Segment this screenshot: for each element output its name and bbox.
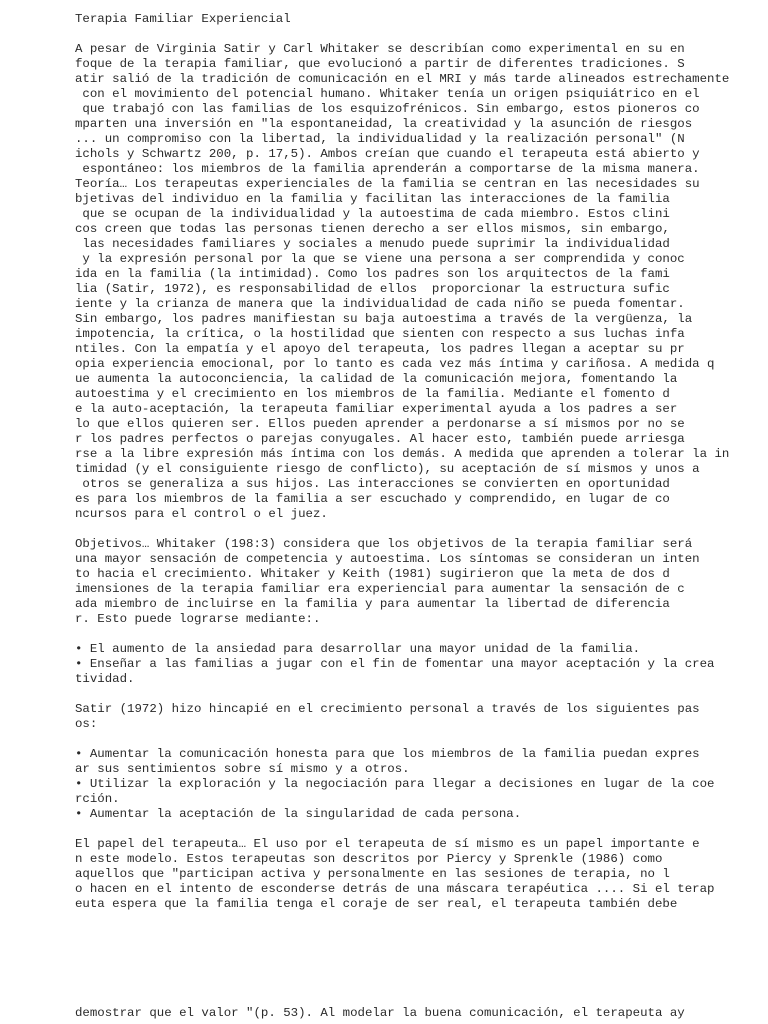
text-line: os:	[75, 717, 98, 731]
text-line: ichols y Schwartz 200, p. 17,5). Ambos creían que cuando el terapeuta está abierto y	[75, 147, 700, 161]
blank-line	[75, 687, 765, 702]
text-line: y la expresión personal por la que se viene una persona a ser comprendida y conoc	[75, 252, 685, 266]
text-line: rse a la libre expresión más íntima con los demás. A medida que aprenden a tolerar la in	[75, 447, 730, 461]
text-line: • Aumentar la aceptación de la singularidad de cada persona.	[75, 807, 522, 821]
text-line: euta espera que la familia tenga el coraje de ser real, el terapeuta también debe	[75, 897, 678, 911]
text-line: ida en la familia (la intimidad). Como los padres son los arquitectos de la fami	[75, 267, 670, 281]
text-line: iente y la crianza de manera que la individualidad de cada niño se pueda fomentar.	[75, 297, 685, 311]
text-line: • Utilizar la exploración y la negociación para llegar a decisiones en lugar de la coe	[75, 777, 715, 791]
text-line: r. Esto puede lograrse mediante:.	[75, 612, 321, 626]
text-line: • Aumentar la comunicación honesta para que los miembros de la familia puedan expres	[75, 747, 700, 761]
text-line: rción.	[75, 792, 120, 806]
text-line: El papel del terapeuta… El uso por el terapeuta de sí mismo es un papel importante e	[75, 837, 700, 851]
text-line: tividad.	[75, 672, 135, 686]
text-line: ntiles. Con la empatía y el apoyo del terapeuta, los padres llegan a aceptar su pr	[75, 342, 685, 356]
text-line: que se ocupan de la individualidad y la autoestima de cada miembro. Estos clini	[75, 207, 670, 221]
text-line: ada miembro de incluirse en la familia y para aumentar la libertad de diferencia	[75, 597, 670, 611]
text-line: • Enseñar a las familias a jugar con el fin de fomentar una mayor aceptación y la crea	[75, 657, 715, 671]
text-line: aquellos que "participan activa y personalmente en las sesiones de terapia, no l	[75, 867, 670, 881]
text-line: que trabajó con las familias de los esquizofrénicos. Sin embargo, estos pioneros co	[75, 102, 700, 116]
text-line: ncursos para el control o el juez.	[75, 507, 328, 521]
text-line: timidad (y el consiguiente riesgo de conflicto), su aceptación de sí mismos y unos a	[75, 462, 700, 476]
blank-line	[75, 822, 765, 837]
text-line: ... un compromiso con la libertad, la individualidad y la realización personal" (N	[75, 132, 685, 146]
text-line: una mayor sensación de competencia y autoestima. Los síntomas se consideran un inten	[75, 552, 700, 566]
text-line: espontáneo: los miembros de la familia aprenderán a comportarse de la misma manera.	[75, 162, 700, 176]
text-line: foque de la terapia familiar, que evolucionó a partir de diferentes tradiciones. S	[75, 57, 685, 71]
text-line: mparten una inversión en "la espontaneidad, la creatividad y la asunción de riesgos	[75, 117, 693, 131]
text-line: Teoría… Los terapeutas experienciales de la familia se centran en las necesidades su	[75, 177, 700, 191]
text-line: Satir (1972) hizo hincapié en el crecimiento personal a través de los siguientes pas	[75, 702, 700, 716]
text-line: lia (Satir, 1972), es responsabilidad de ellos proporcionar la estructura sufic	[75, 282, 670, 296]
text-line: o hacen en el intento de esconderse detrás de una máscara terapéutica .... Si el terap	[75, 882, 715, 896]
blank-line	[75, 522, 765, 537]
text-line: n este modelo. Estos terapeutas son descritos por Piercy y Sprenkle (1986) como	[75, 852, 663, 866]
text-line: opia experiencia emocional, por lo tanto es cada vez más íntima y cariñosa. A medida q	[75, 357, 715, 371]
text-line: autoestima y el crecimiento en los miembros de la familia. Mediante el fomento d	[75, 387, 670, 401]
text-line: to hacia el crecimiento. Whitaker y Keith (1981) sugirieron que la meta de dos d	[75, 567, 670, 581]
blank-line	[75, 732, 765, 747]
text-line: Objetivos… Whitaker (198:3) considera que los objetivos de la terapia familiar será	[75, 537, 693, 551]
text-line: atir salió de la tradición de comunicación en el MRI y más tarde alineados estrechamente	[75, 72, 730, 86]
blank-line	[75, 27, 765, 42]
text-line: ue aumenta la autoconciencia, la calidad de la comunicación mejora, fomentando la	[75, 372, 678, 386]
text-line: bjetivas del individuo en la familia y facilitan las interacciones de la familia	[75, 192, 670, 206]
text-line: es para los miembros de la familia a ser escuchado y comprendido, en lugar de co	[75, 492, 670, 506]
document-body	[75, 12, 765, 912]
text-line: con el movimiento del potencial humano. Whitaker tenía un origen psiquiátrico en el	[75, 87, 700, 101]
text-line: cos creen que todas las personas tienen derecho a ser ellos mismos, sin embargo,	[75, 222, 670, 236]
text-line: las necesidades familiares y sociales a menudo puede suprimir la individualidad	[75, 237, 670, 251]
text-line: lo que ellos quieren ser. Ellos pueden aprender a perdonarse a sí mismos por no se	[75, 417, 685, 431]
text-line: imensiones de la terapia familiar era experiencial para aumentar la sensación de c	[75, 582, 685, 596]
text-line: otros se generaliza a sus hijos. Las interacciones se convierten en oportunidad	[75, 477, 670, 491]
blank-line	[75, 627, 765, 642]
text-line: Sin embargo, los padres manifiestan su baja autoestima a través de la vergüenza, la	[75, 312, 693, 326]
text-line: e la auto-aceptación, la terapeuta familiar experimental ayuda a los padres a ser	[75, 402, 678, 416]
text-line: A pesar de Virginia Satir y Carl Whitaker se describían como experimental en su en	[75, 42, 685, 56]
text-line: ar sus sentimientos sobre sí mismo y a otros.	[75, 762, 410, 776]
text-line: impotencia, la crítica, o la hostilidad que sienten con respecto a sus luchas infa	[75, 327, 685, 341]
page-footer-line: demostrar que el valor "(p. 53). Al modelar la buena comunicación, el terapeuta ay	[75, 1006, 685, 1020]
text-line: r los padres perfectos o parejas conyugales. Al hacer esto, también puede arriesga	[75, 432, 685, 446]
text-line: • El aumento de la ansiedad para desarrollar una mayor unidad de la familia.	[75, 642, 641, 656]
document-title: Terapia Familiar Experiencial	[75, 12, 291, 26]
